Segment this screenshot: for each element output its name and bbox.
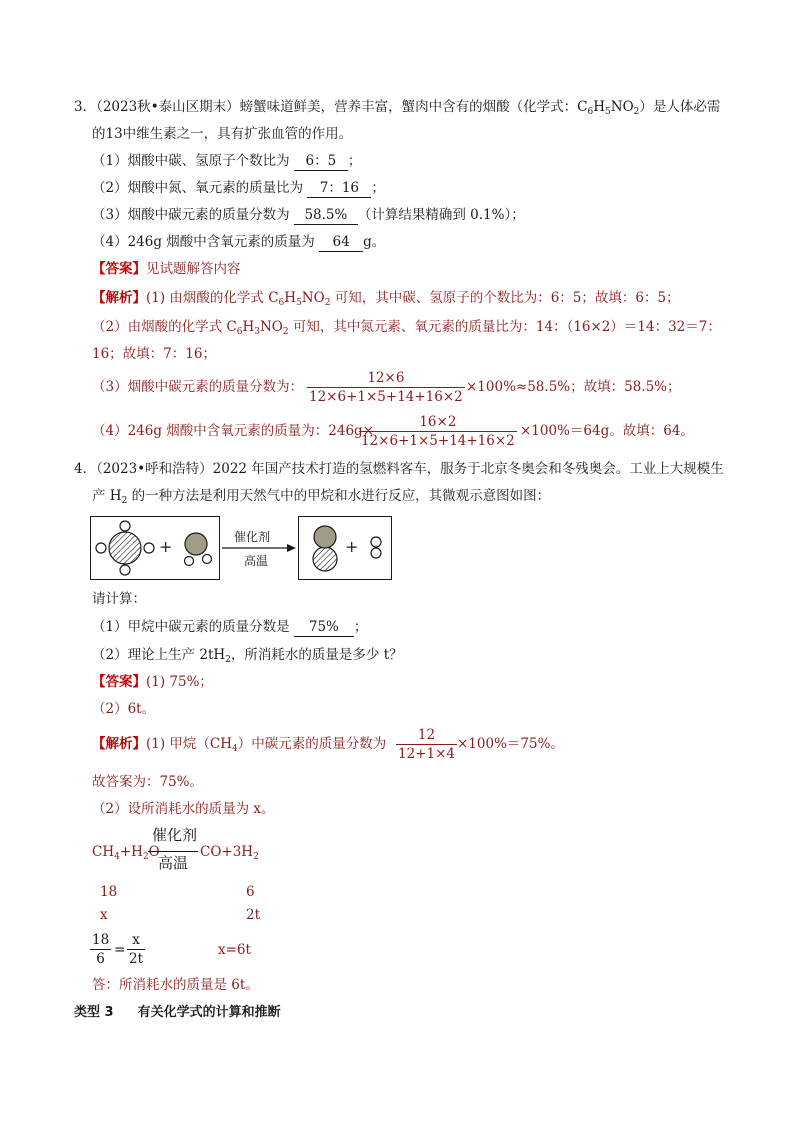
q3-analysis-2b: 16；故填：7：16；	[92, 346, 216, 362]
products-box	[298, 516, 392, 580]
q3-analysis-3-pre: （3）烟酸中碳元素的质量分数为：	[92, 379, 304, 395]
h2-molecule	[371, 537, 381, 558]
section-heading	[74, 1004, 281, 1022]
equation-line	[148, 851, 198, 852]
q3-analysis-1: 【解析】(1) 由烟酸的化学式 $C_6H_5NO_2$ 可知，其中碳、氢原子的个数比为：6：5；故填：6：5；	[92, 290, 680, 308]
q4-final-answer: 答：所消耗水的质量是 6t。	[92, 977, 259, 993]
equation-catalyst: 催化剂	[152, 826, 198, 844]
q3-answer: 【答案】见试题解答内容	[92, 261, 241, 277]
reaction-equation-right: $CO+3H_2$	[200, 844, 259, 862]
water-molecule	[185, 533, 212, 566]
q4-stem-line1: 4．（2023•呼和浩特）2022 年国产技术打造的氢燃料客车，服务于北京冬奥会和冬残奥会。工业上大规模生	[74, 461, 724, 477]
q3-analysis-3-fraction: $\frac{12\times 6}{12\times 6+1\times 5+14+16\times 2}$	[309, 370, 463, 405]
q3-sub3-answer: 58.5%	[294, 206, 358, 225]
q3-analysis-3-post: ×100%≈58.5%；故填：58.5%；	[466, 379, 681, 395]
q4-conclusion: 故答案为：75%。	[92, 774, 204, 790]
q3-sub2-answer: 7：16	[307, 179, 371, 198]
catalyst-label: 催化剂	[234, 530, 271, 544]
q3-sub1: （1）烟酸中碳、氢原子个数比为 6：5 ；	[92, 153, 362, 169]
q4-analysis-1-fraction: $\frac{12}{12+1\times 4}$	[398, 727, 455, 762]
q4-sub2: （2）理论上生产 $2tH_2$，所消耗水的质量是多少 t？	[92, 647, 403, 665]
section-title: 有关化学式的计算和推断	[137, 1005, 281, 1020]
condition-label: 高温	[244, 554, 269, 568]
unknown-water: x	[100, 907, 108, 923]
q4-sub1: （1）甲烷中碳元素的质量分数是 75% ；	[92, 619, 368, 635]
reaction-equation-left: $CH_4+H_2O$	[92, 844, 160, 862]
reactants-box	[90, 516, 220, 580]
plus-sign-1: +	[159, 537, 173, 556]
ratio-fraction-2: $\frac{x}{2t}$	[129, 932, 144, 967]
mass-water: 18	[100, 884, 118, 900]
q3-sub1-answer: 6：5	[294, 152, 348, 171]
section-type: 类型 3	[74, 1005, 114, 1020]
co-molecule	[313, 526, 337, 571]
q4-answer-2: （2）6t。	[92, 701, 156, 717]
q3-analysis-2: （2）由烟酸的化学式 $C_6H_3NO_2$ 可知，其中氮元素、氧元素的质量比为：14：（16×2）＝14：32＝7：	[92, 319, 721, 337]
q3-analysis-4-post: ×100%＝64g。故填：64。	[520, 423, 694, 439]
given-hydrogen: 2t	[246, 907, 261, 923]
q4-let: （2）设所消耗水的质量为 x。	[92, 801, 275, 817]
ratio-result: x=6t	[218, 942, 251, 958]
ratio-equals: =	[114, 942, 126, 958]
q3-stem-line1: 3．（2023秋•泰山区期末）螃蟹味道鲜美，营养丰富，蟹肉中含有的烟酸（化学式：$C_6H_5NO_2$）是人体必需	[74, 99, 721, 117]
q3-stem-line2: 的13中维生素之一，具有扩张血管的作用。	[92, 126, 353, 142]
q4-calc-prompt: 请计算：	[92, 591, 146, 607]
methane-molecule	[96, 521, 154, 575]
methane-water-molecules	[91, 517, 219, 579]
q4-analysis-1-pre: 【解析】(1) 甲烷$(CH_4)$中碳元素的质量分数为	[92, 736, 387, 754]
q4-stem-line2: 产 $H_2$ 的一种方法是利用天然气中的甲烷和水进行反应，其微观示意图如图：	[92, 488, 551, 506]
q3-sub4: （4）246g 烟酸中含氧元素的质量为 64 g。	[92, 234, 386, 250]
q3-analysis-4-fraction: $\frac{16\times 2}{12\times 6+1\times 5+14+16\times 2}$	[361, 414, 515, 449]
q3-sub2: （2）烟酸中氮、氧元素的质量比为 7：16 ；	[92, 180, 385, 196]
q3-sub3: （3）烟酸中碳元素的质量分数为 58.5% （计算结果精确到 0.1%）；	[92, 207, 525, 223]
q3-analysis-4-pre: （4）246g 烟酸中含氧元素的质量为：246g×	[92, 423, 375, 439]
q4-sub1-answer: 75%	[294, 618, 354, 637]
q4-answer-1: 【答案】(1) 75%；	[92, 674, 213, 690]
q4-analysis-1-post: ×100%＝75%。	[457, 736, 564, 752]
q3-sub4-answer: 64	[319, 233, 363, 252]
mass-hydrogen: 6	[246, 884, 255, 900]
ratio-fraction-1: $\frac{18}{6}$	[92, 932, 110, 967]
plus-sign-2: +	[345, 537, 359, 556]
equation-condition: 高温	[158, 854, 189, 872]
